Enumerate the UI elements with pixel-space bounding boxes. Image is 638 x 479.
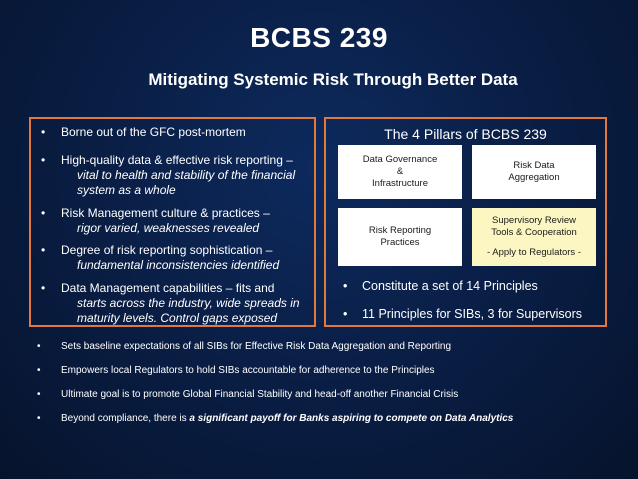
bullet-icon: • (41, 125, 46, 139)
bullet-main-text: High-quality data & effective risk reporting – (61, 153, 293, 167)
pillar-line: Risk Data (513, 160, 555, 171)
bullet-main-text: Borne out of the GFC post-mortem (61, 125, 246, 139)
pillar-data-governance (338, 145, 462, 199)
pillar-line: - Apply to Regulators - (487, 247, 581, 258)
pillar-risk-data-aggregation (472, 145, 596, 199)
bullet-icon: • (343, 279, 348, 293)
bullet-icon: • (41, 153, 46, 167)
pillar-line: Practices (380, 237, 420, 248)
background-bullets-box (29, 117, 316, 327)
bullet-icon: • (41, 281, 46, 295)
bullet-sub-text: rigor varied, weaknesses revealed (77, 221, 260, 235)
pillar-supervisory-review (472, 208, 596, 266)
bullet-icon: • (37, 365, 41, 376)
summary-bullet-text: Empowers local Regulators to hold SIBs accountable for adherence to the Principles (61, 365, 435, 376)
bullet-main-text: Risk Management culture & practices – (61, 206, 270, 220)
bullet-sub-text: fundamental inconsistencies identified (77, 258, 280, 272)
summary-bullet-emphasis: a significant payoff for Banks aspiring to compete on Data Analytics (189, 413, 514, 424)
slide-subtitle: Mitigating Systemic Risk Through Better Data (148, 70, 518, 89)
summary-bullet-text: Beyond compliance, there is (61, 413, 190, 424)
summary-bullet-text: Ultimate goal is to promote Global Financial Stability and head-off another Financial Crisis (61, 389, 459, 400)
bullet-icon: • (41, 206, 46, 220)
pillar-line: Infrastructure (372, 178, 428, 189)
bullet-icon: • (343, 307, 348, 321)
bullet-sub-text: vital to health and stability of the financial system as a whole (77, 168, 296, 197)
slide-title: BCBS 239 (250, 22, 388, 53)
bullet-icon: • (37, 341, 41, 352)
pillar-spacer (472, 239, 596, 247)
pillars-bullet-text: Constitute a set of 14 Principles (362, 279, 538, 293)
bullet-sub-text: starts across the industry, wide spreads in maturity levels. Control gaps exposed (77, 296, 300, 325)
pillars-title: The 4 Pillars of BCBS 239 (384, 126, 547, 142)
pillar-line: Supervisory Review (492, 215, 576, 226)
pillar-line: & (396, 166, 404, 177)
bullet-icon: • (41, 243, 46, 257)
pillar-line: Data Governance (362, 154, 438, 165)
pillar-line: Aggregation (508, 172, 560, 183)
bullet-main-text: Data Management capabilities – fits and (61, 281, 275, 295)
pillars-bullet-text: 11 Principles for SIBs, 3 for Supervisors (362, 307, 582, 321)
bullet-icon: • (37, 389, 41, 400)
pillar-line: Tools & Cooperation (491, 227, 577, 238)
pillars-box (324, 117, 607, 327)
bullet-icon: • (37, 413, 41, 424)
bullet-main-text: Degree of risk reporting sophistication – (61, 243, 273, 257)
summary-bullet-text: Sets baseline expectations of all SIBs for Effective Risk Data Aggregation and Reporting (61, 341, 452, 352)
pillar-line: Risk Reporting (368, 225, 432, 236)
pillar-risk-reporting-practices (338, 208, 462, 266)
